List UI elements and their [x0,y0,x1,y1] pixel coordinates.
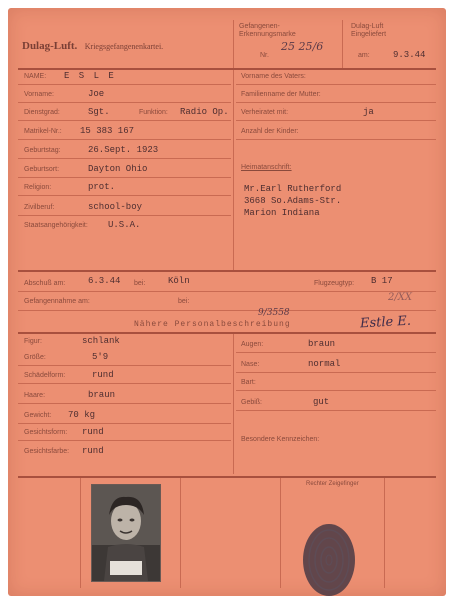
verheiratet-value: ja [363,107,374,117]
delivered-prefix: am: [358,52,370,59]
pow-number-prefix: Nr. [260,52,269,59]
row-rule [18,423,231,424]
zivilberuf-label: Zivilberuf: [24,204,55,211]
matrikel-value: 15 383 167 [80,126,135,136]
gesichtsfarbe-label: Gesichtsfarbe: [24,448,70,455]
row-rule [236,372,436,373]
religion-label: Religion: [24,184,52,191]
delivered-label: Dulag-Luft Eingeliefert [351,23,387,38]
row-rule [236,390,436,391]
kinder-label: Anzahl der Kinder: [241,128,299,135]
groesse-value: 5'9 [92,352,109,362]
gefangennahme-bei-label: bei: [178,298,190,305]
delivered-value: 9.3.44 [393,50,426,60]
row-rule [236,120,436,121]
handwritten-number: 9/3558 [258,308,290,318]
dienstgrad-value: Sgt. [88,107,110,117]
header-rule [18,68,436,70]
section-rule-description [18,332,436,334]
fingerprint-image [298,520,360,596]
geburtsort-label: Geburtsort: [24,166,60,173]
bottom-divider-4 [384,478,385,588]
funktion-label: Funktion: [139,109,168,116]
row-rule [18,177,231,178]
groesse-label: Größe: [24,354,46,361]
geburtsort-value: Dayton Ohio [88,164,148,174]
gesicht-label: Gesichtsform: [24,429,68,436]
card-title-bold: Dulag-Luft. [22,40,78,52]
verheiratet-label: Verheiratet mit: [241,109,289,116]
nase-label: Nase: [241,361,260,368]
name-value: E S L E [64,71,116,81]
gebiss-label: Gebiß: [241,399,263,406]
bottom-divider-2 [180,478,181,588]
haare-value: braun [88,390,116,400]
pow-number-label: Gefangenen- Erkennungsmarke [239,23,296,38]
zivilberuf-value: school-boy [88,202,143,212]
prisoner-photo [91,484,161,582]
dienstgrad-label: Dienstgrad: [24,109,60,116]
handwritten-name: Estle E. [359,313,412,332]
haare-label: Haare: [24,392,46,399]
augen-label: Augen: [241,341,264,348]
header-divider-1 [233,20,234,68]
mutter-label: Familienname der Mutter: [241,91,321,98]
vorname-label: Vorname: [24,91,54,98]
schaedel-value: rund [92,370,114,380]
row-rule [236,410,436,411]
row-rule [236,84,436,85]
geburtstag-value: 26.Sept. 1923 [88,145,159,155]
abschuss-place: Köln [168,276,190,286]
row-rule [18,310,436,311]
row-rule [18,84,231,85]
funktion-value: Radio Op. [180,107,229,117]
figur-value: schlank [82,336,120,346]
row-rule [18,120,231,121]
row-rule [236,102,436,103]
schaedel-label: Schädelform: [24,372,66,379]
flugzeug-value: B 17 [371,276,393,286]
gesichtsfarbe-value: rund [82,446,104,456]
name-label: NAME: [24,73,47,80]
abschuss-date: 6.3.44 [88,276,121,286]
fingerprint [298,520,360,596]
religion-value: prot. [88,182,116,192]
row-rule [18,365,231,366]
bart-label: Bart: [241,379,256,386]
row-rule [18,139,231,140]
row-rule [18,403,231,404]
staat-label: Staatsangehörigkeit: [24,222,88,229]
card-title [22,36,163,54]
section-rule-capture [18,270,436,272]
stamp-mark: 2/XX [388,292,412,303]
prisoner-photo-image [92,485,160,581]
row-rule [18,215,231,216]
heimat-line-1: Mr.Earl Rutherford [244,184,342,194]
heimat-line-3: Marion Indiana [244,208,320,218]
staat-value: U.S.A. [108,220,141,230]
header-divider-2 [342,20,343,68]
geburtstag-label: Geburtstag: [24,147,61,154]
kennzeichen-label: Besondere Kennzeichen: [241,436,320,443]
row-rule [18,158,231,159]
augen-value: braun [308,339,336,349]
figur-label: Figur: [24,338,42,345]
row-rule [18,440,231,441]
description-header: Nähere Personalbeschreibung [134,320,291,329]
row-rule [18,383,231,384]
vorname-value: Joe [88,89,105,99]
row-rule [18,291,436,292]
abschuss-bei-label: bei: [134,280,146,287]
row-rule [18,102,231,103]
row-rule [236,352,436,353]
description-divider [233,334,234,474]
gewicht-label: Gewicht: [24,412,52,419]
pow-record-card [8,8,446,596]
gebiss-value: gut [313,397,330,407]
pow-number-value: 25 25/6 [281,40,324,53]
flugzeug-label: Flugzeugtyp: [314,280,355,287]
gefangennahme-label: Gefangennahme am: [24,298,90,305]
nase-value: normal [308,359,341,369]
heimat-label: Heimatanschrift: [241,164,292,171]
gewicht-value: 70 kg [68,410,96,420]
bottom-divider-3 [280,478,281,588]
gesicht-value: rund [82,427,104,437]
matrikel-label: Matrikel-Nr.: [24,128,62,135]
card-title-rest: Kriegsgefangenenkartei. [84,42,164,51]
column-divider [233,70,234,270]
row-rule [236,139,436,140]
fingerprint-label: Rechter Zeigefinger [306,481,359,487]
bottom-divider-1 [80,478,81,588]
vater-label: Vorname des Vaters: [241,73,306,80]
heimat-line-2: 3668 So.Adams-Str. [244,196,342,206]
row-rule [18,195,231,196]
abschuss-label: Abschuß am: [24,280,66,287]
